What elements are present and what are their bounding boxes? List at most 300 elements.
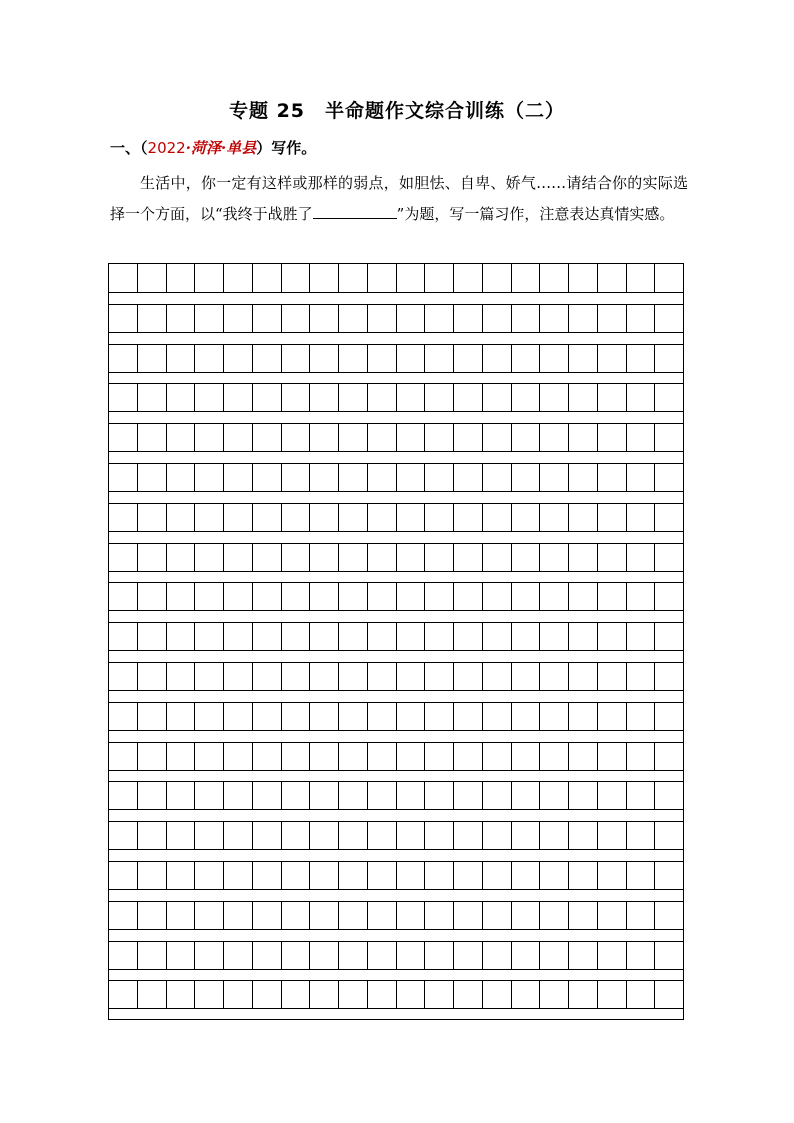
grid-cell bbox=[195, 264, 224, 292]
grid-cell bbox=[109, 305, 138, 332]
grid-cell bbox=[425, 782, 454, 809]
grid-cell bbox=[138, 504, 167, 531]
grid-cell bbox=[512, 583, 541, 610]
grid-row bbox=[109, 941, 683, 970]
grid-cell bbox=[282, 822, 311, 849]
grid-cell bbox=[425, 544, 454, 571]
grid-cell bbox=[454, 424, 483, 451]
grid-cell bbox=[425, 424, 454, 451]
writing-grid bbox=[108, 263, 684, 1020]
grid-cell bbox=[598, 384, 627, 411]
grid-cell bbox=[540, 544, 569, 571]
grid-cell bbox=[109, 464, 138, 491]
grid-cell bbox=[540, 981, 569, 1008]
grid-cell bbox=[253, 862, 282, 889]
grid-cell bbox=[167, 583, 196, 610]
grid-cell bbox=[425, 464, 454, 491]
grid-cell bbox=[167, 424, 196, 451]
grid-cell bbox=[167, 822, 196, 849]
grid-cell bbox=[655, 264, 683, 292]
grid-cell bbox=[368, 424, 397, 451]
grid-cell bbox=[282, 544, 311, 571]
grid-cell bbox=[253, 981, 282, 1008]
grid-cell bbox=[138, 703, 167, 730]
grid-cell bbox=[425, 862, 454, 889]
grid-cell bbox=[138, 822, 167, 849]
grid-cell bbox=[627, 464, 656, 491]
grid-cell bbox=[109, 424, 138, 451]
grid-cell bbox=[368, 703, 397, 730]
grid-cell bbox=[569, 264, 598, 292]
grid-cell bbox=[368, 345, 397, 372]
grid-cell bbox=[425, 504, 454, 531]
grid-cell bbox=[540, 663, 569, 690]
grid-cell bbox=[655, 862, 683, 889]
grid-cell bbox=[483, 345, 512, 372]
grid-cell bbox=[454, 583, 483, 610]
grid-cell bbox=[310, 305, 339, 332]
grid-cell bbox=[569, 504, 598, 531]
grid-cell bbox=[483, 583, 512, 610]
grid-row bbox=[109, 304, 683, 333]
grid-cell bbox=[224, 663, 253, 690]
grid-cell bbox=[282, 743, 311, 770]
grid-cell bbox=[598, 703, 627, 730]
grid-cell bbox=[425, 981, 454, 1008]
grid-cell bbox=[454, 623, 483, 650]
grid-cell bbox=[167, 305, 196, 332]
grid-cell bbox=[598, 942, 627, 969]
grid-cell bbox=[540, 583, 569, 610]
question-number: 一、 bbox=[110, 139, 141, 157]
grid-cell bbox=[253, 424, 282, 451]
grid-cell bbox=[310, 464, 339, 491]
grid-cell bbox=[339, 384, 368, 411]
grid-cell bbox=[540, 703, 569, 730]
grid-cell bbox=[282, 424, 311, 451]
grid-cell bbox=[109, 942, 138, 969]
grid-cell bbox=[224, 942, 253, 969]
grid-cell bbox=[282, 464, 311, 491]
grid-cell bbox=[397, 822, 426, 849]
grid-cell bbox=[195, 583, 224, 610]
grid-cell bbox=[598, 583, 627, 610]
grid-cell bbox=[368, 583, 397, 610]
grid-cell bbox=[512, 544, 541, 571]
grid-cell bbox=[138, 743, 167, 770]
grid-cell bbox=[339, 862, 368, 889]
grid-cell bbox=[540, 424, 569, 451]
grid-cell bbox=[339, 305, 368, 332]
grid-cell bbox=[253, 504, 282, 531]
writing-prompt bbox=[110, 168, 688, 230]
grid-cell bbox=[454, 862, 483, 889]
grid-cell bbox=[282, 583, 311, 610]
grid-cell bbox=[310, 583, 339, 610]
grid-cell bbox=[483, 902, 512, 929]
grid-cell bbox=[569, 981, 598, 1008]
grid-cell bbox=[454, 782, 483, 809]
grid-cell bbox=[627, 942, 656, 969]
grid-cell bbox=[397, 902, 426, 929]
grid-cell bbox=[512, 424, 541, 451]
grid-cell bbox=[310, 264, 339, 292]
grid-cell bbox=[167, 264, 196, 292]
grid-cell bbox=[368, 782, 397, 809]
grid-cell bbox=[512, 305, 541, 332]
grid-cell bbox=[627, 623, 656, 650]
grid-row bbox=[109, 423, 683, 452]
grid-cell bbox=[109, 902, 138, 929]
grid-cell bbox=[195, 703, 224, 730]
grid-cell bbox=[167, 663, 196, 690]
grid-cell bbox=[454, 384, 483, 411]
grid-cell bbox=[512, 264, 541, 292]
grid-cell bbox=[655, 583, 683, 610]
grid-cell bbox=[224, 424, 253, 451]
grid-cell bbox=[339, 782, 368, 809]
grid-cell bbox=[483, 464, 512, 491]
grid-cell bbox=[310, 424, 339, 451]
grid-row bbox=[109, 264, 683, 293]
grid-cell bbox=[310, 544, 339, 571]
grid-cell bbox=[655, 544, 683, 571]
grid-cell bbox=[425, 822, 454, 849]
grid-cell bbox=[655, 942, 683, 969]
grid-cell bbox=[339, 743, 368, 770]
source-open-paren: （ bbox=[140, 139, 148, 157]
grid-cell bbox=[627, 822, 656, 849]
grid-cell bbox=[512, 981, 541, 1008]
grid-cell bbox=[282, 305, 311, 332]
grid-cell bbox=[425, 743, 454, 770]
grid-cell bbox=[598, 663, 627, 690]
grid-cell bbox=[109, 743, 138, 770]
grid-cell bbox=[224, 464, 253, 491]
grid-cell bbox=[598, 743, 627, 770]
grid-row bbox=[109, 901, 683, 930]
grid-cell bbox=[195, 424, 224, 451]
grid-row bbox=[109, 781, 683, 810]
grid-cell bbox=[397, 305, 426, 332]
source-year: 2022 bbox=[147, 139, 186, 157]
grid-cell bbox=[569, 345, 598, 372]
grid-cell bbox=[454, 264, 483, 292]
grid-cell bbox=[167, 504, 196, 531]
grid-cell bbox=[540, 305, 569, 332]
grid-cell bbox=[195, 862, 224, 889]
grid-cell bbox=[109, 264, 138, 292]
grid-cell bbox=[655, 663, 683, 690]
grid-cell bbox=[138, 305, 167, 332]
grid-cell bbox=[138, 345, 167, 372]
grid-cell bbox=[310, 782, 339, 809]
grid-cell bbox=[195, 822, 224, 849]
grid-cell bbox=[282, 623, 311, 650]
grid-cell bbox=[339, 544, 368, 571]
grid-cell bbox=[483, 703, 512, 730]
grid-cell bbox=[540, 902, 569, 929]
grid-cell bbox=[540, 743, 569, 770]
grid-cell bbox=[454, 942, 483, 969]
grid-cell bbox=[224, 384, 253, 411]
grid-cell bbox=[454, 464, 483, 491]
grid-row bbox=[109, 503, 683, 532]
grid-cell bbox=[138, 782, 167, 809]
grid-cell bbox=[569, 902, 598, 929]
grid-cell bbox=[167, 544, 196, 571]
grid-cell bbox=[310, 822, 339, 849]
grid-cell bbox=[253, 902, 282, 929]
grid-cell bbox=[540, 942, 569, 969]
grid-cell bbox=[540, 623, 569, 650]
grid-cell bbox=[627, 782, 656, 809]
grid-cell bbox=[167, 743, 196, 770]
grid-cell bbox=[368, 902, 397, 929]
grid-cell bbox=[368, 544, 397, 571]
grid-cell bbox=[397, 981, 426, 1008]
grid-cell bbox=[282, 703, 311, 730]
grid-cell bbox=[598, 464, 627, 491]
grid-cell bbox=[627, 981, 656, 1008]
grid-row bbox=[109, 980, 683, 1009]
grid-cell bbox=[253, 743, 282, 770]
grid-cell bbox=[425, 902, 454, 929]
grid-cell bbox=[483, 504, 512, 531]
question-heading bbox=[110, 137, 316, 158]
grid-cell bbox=[167, 902, 196, 929]
grid-cell bbox=[540, 782, 569, 809]
grid-cell bbox=[512, 504, 541, 531]
grid-cell bbox=[368, 264, 397, 292]
grid-cell bbox=[138, 464, 167, 491]
grid-cell bbox=[368, 942, 397, 969]
grid-cell bbox=[339, 583, 368, 610]
grid-cell bbox=[483, 942, 512, 969]
grid-cell bbox=[253, 703, 282, 730]
grid-cell bbox=[569, 305, 598, 332]
grid-cell bbox=[598, 305, 627, 332]
grid-cell bbox=[655, 305, 683, 332]
grid-cell bbox=[483, 544, 512, 571]
grid-cell bbox=[224, 583, 253, 610]
grid-cell bbox=[224, 504, 253, 531]
grid-cell bbox=[224, 264, 253, 292]
page-title: 专题 25 半命题作文综合训练（二） bbox=[228, 100, 566, 122]
grid-cell bbox=[339, 942, 368, 969]
grid-cell bbox=[655, 902, 683, 929]
grid-row bbox=[109, 702, 683, 731]
grid-cell bbox=[540, 822, 569, 849]
grid-cell bbox=[655, 782, 683, 809]
grid-cell bbox=[253, 264, 282, 292]
grid-cell bbox=[655, 424, 683, 451]
grid-cell bbox=[253, 623, 282, 650]
source-region: 菏泽·单县 bbox=[190, 139, 257, 157]
grid-cell bbox=[368, 504, 397, 531]
grid-cell bbox=[655, 464, 683, 491]
grid-row bbox=[109, 582, 683, 611]
grid-cell bbox=[167, 942, 196, 969]
grid-cell bbox=[339, 264, 368, 292]
grid-cell bbox=[167, 345, 196, 372]
grid-cell bbox=[195, 981, 224, 1008]
grid-cell bbox=[368, 862, 397, 889]
grid-cell bbox=[454, 663, 483, 690]
grid-row bbox=[109, 622, 683, 651]
grid-cell bbox=[282, 384, 311, 411]
grid-cell bbox=[425, 663, 454, 690]
grid-cell bbox=[454, 504, 483, 531]
grid-cell bbox=[425, 264, 454, 292]
grid-cell bbox=[598, 345, 627, 372]
grid-cell bbox=[253, 942, 282, 969]
grid-cell bbox=[339, 504, 368, 531]
grid-cell bbox=[109, 623, 138, 650]
grid-cell bbox=[483, 264, 512, 292]
grid-cell bbox=[195, 384, 224, 411]
grid-cell bbox=[627, 424, 656, 451]
grid-cell bbox=[483, 424, 512, 451]
grid-row bbox=[109, 821, 683, 850]
grid-cell bbox=[195, 504, 224, 531]
grid-cell bbox=[540, 345, 569, 372]
grid-cell bbox=[224, 822, 253, 849]
grid-cell bbox=[310, 743, 339, 770]
grid-cell bbox=[310, 663, 339, 690]
grid-cell bbox=[454, 822, 483, 849]
grid-cell bbox=[512, 345, 541, 372]
grid-cell bbox=[339, 902, 368, 929]
grid-cell bbox=[454, 902, 483, 929]
grid-cell bbox=[397, 264, 426, 292]
grid-cell bbox=[627, 384, 656, 411]
grid-cell bbox=[627, 583, 656, 610]
grid-cell bbox=[655, 743, 683, 770]
grid-cell bbox=[310, 942, 339, 969]
grid-cell bbox=[655, 345, 683, 372]
grid-cell bbox=[454, 305, 483, 332]
grid-cell bbox=[569, 663, 598, 690]
grid-cell bbox=[512, 782, 541, 809]
grid-cell bbox=[195, 942, 224, 969]
grid-cell bbox=[310, 703, 339, 730]
grid-cell bbox=[569, 583, 598, 610]
grid-cell bbox=[109, 384, 138, 411]
grid-cell bbox=[253, 782, 282, 809]
grid-cell bbox=[454, 544, 483, 571]
grid-cell bbox=[540, 464, 569, 491]
grid-cell bbox=[138, 862, 167, 889]
grid-cell bbox=[310, 862, 339, 889]
grid-cell bbox=[339, 464, 368, 491]
grid-cell bbox=[425, 942, 454, 969]
grid-cell bbox=[425, 703, 454, 730]
prompt-text-part1: 生活中，你一定有这样或那样的弱点，如胆怯、自卑、娇气……请结合你的实际选择一个方面，以“我终于战胜了 bbox=[110, 174, 688, 223]
grid-cell bbox=[598, 822, 627, 849]
grid-cell bbox=[627, 305, 656, 332]
grid-cell bbox=[368, 743, 397, 770]
grid-cell bbox=[397, 384, 426, 411]
grid-cell bbox=[253, 345, 282, 372]
grid-cell bbox=[138, 583, 167, 610]
grid-cell bbox=[138, 384, 167, 411]
grid-cell bbox=[598, 902, 627, 929]
grid-cell bbox=[454, 345, 483, 372]
grid-cell bbox=[569, 384, 598, 411]
grid-row bbox=[109, 463, 683, 492]
grid-row bbox=[109, 861, 683, 890]
grid-cell bbox=[253, 544, 282, 571]
grid-cell bbox=[425, 305, 454, 332]
grid-cell bbox=[512, 942, 541, 969]
grid-cell bbox=[569, 464, 598, 491]
grid-cell bbox=[195, 902, 224, 929]
grid-cell bbox=[569, 743, 598, 770]
grid-cell bbox=[569, 424, 598, 451]
grid-cell bbox=[512, 384, 541, 411]
grid-cell bbox=[339, 703, 368, 730]
grid-cell bbox=[224, 782, 253, 809]
grid-cell bbox=[138, 264, 167, 292]
grid-cell bbox=[167, 464, 196, 491]
grid-cell bbox=[627, 504, 656, 531]
grid-cell bbox=[253, 583, 282, 610]
grid-row bbox=[109, 344, 683, 373]
grid-cell bbox=[598, 623, 627, 650]
grid-cell bbox=[512, 743, 541, 770]
grid-cell bbox=[512, 822, 541, 849]
grid-cell bbox=[397, 464, 426, 491]
grid-cell bbox=[483, 305, 512, 332]
grid-cell bbox=[627, 862, 656, 889]
grid-cell bbox=[569, 942, 598, 969]
grid-cell bbox=[109, 345, 138, 372]
grid-cell bbox=[368, 822, 397, 849]
grid-cell bbox=[138, 902, 167, 929]
grid-cell bbox=[195, 544, 224, 571]
grid-cell bbox=[109, 663, 138, 690]
grid-cell bbox=[195, 345, 224, 372]
grid-cell bbox=[598, 424, 627, 451]
grid-cell bbox=[397, 862, 426, 889]
grid-cell bbox=[339, 424, 368, 451]
grid-cell bbox=[224, 902, 253, 929]
prompt-text-part2: ”为题，写一篇习作，注意表达真情实感。 bbox=[396, 205, 675, 223]
grid-cell bbox=[282, 504, 311, 531]
grid-cell bbox=[598, 264, 627, 292]
grid-cell bbox=[253, 464, 282, 491]
grid-cell bbox=[310, 384, 339, 411]
grid-cell bbox=[598, 862, 627, 889]
source-close-paren: ） bbox=[256, 139, 272, 157]
grid-cell bbox=[425, 345, 454, 372]
grid-cell bbox=[483, 384, 512, 411]
grid-cell bbox=[540, 264, 569, 292]
grid-cell bbox=[195, 623, 224, 650]
grid-cell bbox=[483, 743, 512, 770]
title-blank bbox=[313, 202, 397, 219]
grid-cell bbox=[655, 384, 683, 411]
grid-cell bbox=[512, 902, 541, 929]
grid-cell bbox=[109, 782, 138, 809]
question-type: 写作。 bbox=[271, 139, 317, 157]
grid-cell bbox=[167, 623, 196, 650]
grid-cell bbox=[483, 822, 512, 849]
grid-cell bbox=[138, 663, 167, 690]
grid-cell bbox=[598, 981, 627, 1008]
grid-cell bbox=[224, 981, 253, 1008]
